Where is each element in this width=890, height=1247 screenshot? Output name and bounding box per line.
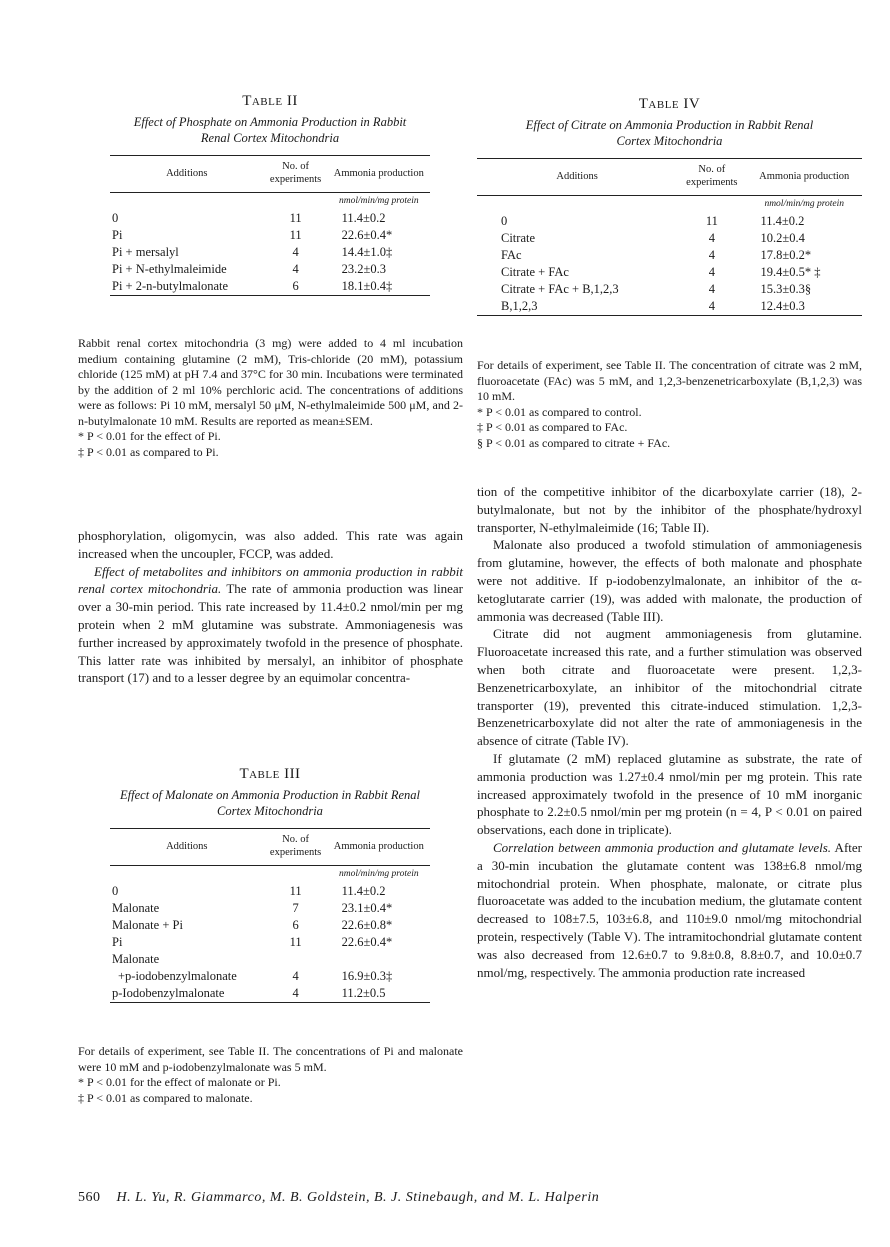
footnote: * P < 0.01 for the effect of malonate or Pi. (78, 1075, 281, 1089)
table-3-title: Effect of Malonate on Ammonia Production in Rabbit Renal Cortex Mitochondria (120, 788, 420, 818)
cell: Pi + 2-n-butylmalonate (110, 278, 264, 296)
table-note: Rabbit renal cortex mitochondria (3 mg) were added to 4 ml incubation medium containing glutamine (2 mM), Tris-chloride (20 mM), potassium chloride (125 mM) at pH 7.4 and 37°C for 30 min. Incubations were terminated by the addition of 2 ml 10% perchloric acid. The concentrations of additions were as follows: Pi 10 mM, mersalyl 50 μM, N-ethylmaleimide 500 μM, and 2-n-butylmalonate 10 mM. Results are reported as mean±SEM. (78, 336, 463, 428)
cell: +p-iodobenzylmalonate (118, 969, 237, 983)
paragraph-text: After a 30-min incubation the glutamate content was 138±6.8 nmol/mg mitochondrial protein. When phosphate, malonate, or citrate plus fluoroacetate was added to the incubation medium, the glutamate content decreased to 108±7.5, 103±6.8, and 110±9.0 nmol/mg mitochondrial protein, respectively (Table V). The intramitochondrial glutamate content was also decreased from 12.6±0.7 to 9.8±0.8, 8.8±0.7, and 10.0±0.7 nmol/mg, respectively. The ammonia production rate increased (477, 839, 862, 980)
page-footer (78, 1190, 599, 1206)
cell: 11.2±0.5 (328, 985, 430, 1003)
footnote: ‡ P < 0.01 as compared to malonate. (78, 1090, 253, 1105)
table-row (110, 900, 430, 917)
cell: 4 (708, 282, 715, 296)
cell: 22.6±0.8* (341, 918, 393, 932)
cell (264, 951, 328, 968)
table-2-label: Table II (242, 93, 298, 109)
col-header: Additions (110, 829, 264, 866)
table-3 (110, 766, 430, 1003)
cell: 14.4±1.0‡ (341, 245, 393, 259)
table-2 (110, 93, 430, 296)
table-row (110, 934, 430, 951)
paragraph (477, 839, 862, 981)
table-row (477, 213, 862, 230)
table-4-label: Table IV (638, 96, 701, 112)
table-row (110, 951, 430, 968)
author-line: H. L. Yu, R. Giammarco, M. B. Goldstein, B. J. Stinebaugh, and M. L. Halperin (116, 1190, 600, 1205)
table-row (110, 227, 430, 244)
table-note: For details of experiment, see Table II. The concentration of citrate was 2 mM, fluoroacetate (FAc) was 5 mM, and 1,2,3-benzenetricarboxylate (B,1,2,3) was 10 mM. (477, 358, 862, 403)
cell: 15.3±0.3§ (760, 282, 812, 296)
cell: 10.2±0.4 (760, 231, 805, 245)
table-row (110, 968, 430, 985)
cell: 12.4±0.3 (746, 298, 862, 316)
cell: Malonate (112, 901, 160, 915)
table-3-label: Table III (239, 766, 301, 782)
left-body-text (78, 527, 463, 687)
table-row (477, 230, 862, 247)
cell: Citrate (501, 231, 536, 245)
paragraph: phosphorylation, oligomycin, was also added. This rate was again increased when the uncoupler, FCCP, was added. (78, 528, 463, 561)
cell: 11.4±0.2 (341, 211, 386, 225)
unit-label: nmol/min/mg protein (764, 199, 845, 209)
paragraph: If glutamate (2 mM) replaced glutamine as substrate, the rate of ammonia production was 1.27±0.4 nmol/min per mg protein. This rate increased approximately twofold in the presence of 10 mM inorganic phosphate to 2.2±0.5 nmol/min per mg protein (n = 4, P < 0.01 on paired observations, each done in triplicate). (477, 750, 862, 838)
cell (328, 951, 430, 968)
cell: Pi + mersalyl (112, 245, 179, 259)
table-2-notes (78, 336, 463, 460)
cell: 23.1±0.4* (341, 901, 393, 915)
table-row (477, 298, 862, 316)
paragraph: Malonate also produced a twofold stimulation of ammoniagenesis from glutamine, however, the effects of both malonate and phosphate were not additive. If p-iodobenzylmalonate, an inhibitor of the α-ketoglutarate carrier (19), was added with malonate, the production of ammonia was decreased (Table III). (477, 537, 862, 624)
cell: 11 (289, 935, 302, 949)
cell: 19.4±0.5* ‡ (760, 265, 821, 279)
cell: B,1,2,3 (477, 298, 677, 316)
cell: 11.4±0.2 (760, 214, 805, 228)
cell: 23.2±0.3 (341, 262, 386, 276)
cell: p-Iodobenzylmalonate (110, 985, 264, 1003)
col-header: No. of experiments (264, 829, 328, 866)
cell: Citrate + FAc + B,1,2,3 (501, 282, 619, 296)
col-header: Ammonia production (746, 159, 862, 196)
table-row (477, 264, 862, 281)
cell: 0 (112, 884, 119, 898)
cell: Pi (112, 935, 123, 949)
cell: 7 (292, 901, 299, 915)
cell: 16.9±0.3‡ (341, 969, 393, 983)
cell: 4 (708, 231, 715, 245)
table-2-title: Effect of Phosphate on Ammonia Production in Rabbit Renal Cortex Mitochondria (133, 115, 407, 145)
cell: 0 (112, 211, 119, 225)
paragraph-text: The rate of ammonia production was linear over a 30-min period. This rate increased by 11.4±0.2 nmol/min per mg protein when 2 mM glutamine was substrate. Ammoniagenesis was further increased by approximately twofold in the presence of phosphate. This latter rate was inhibited by mersalyl, an inhibitor of phosphate transport (17) and to a lesser degree by an equimolar concentra- (78, 581, 463, 686)
table-3-notes (78, 1044, 463, 1106)
page-number: 560 (78, 1190, 101, 1205)
cell: 11 (705, 214, 718, 228)
table-row (110, 261, 430, 278)
unit-label: nmol/min/mg protein (338, 196, 419, 206)
col-header: Additions (477, 159, 677, 196)
footnote: * P < 0.01 as compared to control. (477, 404, 642, 419)
right-body-text (477, 483, 862, 981)
footnote: ‡ P < 0.01 as compared to FAc. (477, 420, 628, 434)
col-header: No. of experiments (264, 156, 328, 193)
table-row (110, 244, 430, 261)
cell: Pi (112, 228, 123, 242)
table-row (477, 281, 862, 298)
table-row (110, 883, 430, 900)
table-4-grid (477, 158, 862, 316)
cell: 4 (292, 262, 299, 276)
cell: 11 (289, 884, 302, 898)
table-row (110, 210, 430, 227)
section-heading: Effect of metabolites and inhibitors on ammonia production in rabbit renal cortex mitochondria. (78, 563, 463, 597)
table-row (110, 278, 430, 296)
table-2-grid (110, 155, 430, 296)
cell: 4 (708, 248, 715, 262)
cell: 4 (264, 985, 328, 1003)
cell: 4 (292, 969, 299, 983)
cell: Pi + N-ethylmaleimide (112, 262, 227, 276)
unit-label: nmol/min/mg protein (338, 869, 419, 879)
table-row (110, 917, 430, 934)
cell: Malonate + Pi (112, 918, 183, 932)
cell: 11 (289, 228, 302, 242)
cell: 6 (292, 918, 299, 932)
cell: 22.6±0.4* (341, 228, 393, 242)
table-3-grid (110, 828, 430, 1003)
col-header: Ammonia production (328, 156, 430, 193)
table-note: For details of experiment, see Table II. The concentrations of Pi and malonate were 10 mM and p-iodobenzylmalonate was 5 mM. (78, 1044, 463, 1074)
cell: 17.8±0.2* (760, 248, 812, 262)
col-header: No. of experiments (677, 159, 746, 196)
table-row (110, 985, 430, 1003)
paragraph (78, 563, 463, 688)
paragraph: tion of the competitive inhibitor of the dicarboxylate carrier (18), 2-butylmalonate, but not by the inhibitor of the phosphate/hydroxyl transporter, N-ethylmaleimide (16; Table II). (477, 484, 862, 535)
cell: Citrate + FAc (501, 265, 569, 279)
cell: Malonate (112, 952, 160, 966)
cell: 22.6±0.4* (341, 935, 393, 949)
footnote: * P < 0.01 for the effect of Pi. (78, 429, 221, 443)
cell: 6 (264, 278, 328, 296)
cell: 4 (677, 298, 746, 316)
cell: 11.4±0.2 (341, 884, 386, 898)
cell: 11 (289, 211, 302, 225)
paragraph: Citrate did not augment ammoniagenesis from glutamine. Fluoroacetate increased this rate, and a further stimulation was observed when both citrate and fluoroacetate were present. 1,2,3-Benzenetricarboxylate, an inhibitor of the mitochondrial citrate transporter (19), prevented this citrate-induced stimulation. 1,2,3-Benzenetricarboxylate did not alter the rate of ammoniagenesis in the absence of citrate (Table IV). (477, 626, 862, 749)
cell: FAc (501, 248, 522, 262)
section-heading: Correlation between ammonia production and glutamate levels. (493, 839, 832, 855)
table-4-notes (477, 358, 862, 451)
cell: 18.1±0.4‡ (328, 278, 430, 296)
footnote: ‡ P < 0.01 as compared to Pi. (78, 444, 219, 459)
footnote: § P < 0.01 as compared to citrate + FAc. (477, 435, 671, 450)
col-header: Additions (110, 156, 264, 193)
table-4 (477, 96, 862, 316)
col-header: Ammonia production (328, 829, 430, 866)
cell: 0 (501, 214, 508, 228)
table-4-title: Effect of Citrate on Ammonia Production in Rabbit Renal Cortex Mitochondria (525, 118, 814, 148)
cell: 4 (708, 265, 715, 279)
cell: 4 (292, 245, 299, 259)
table-row (477, 247, 862, 264)
